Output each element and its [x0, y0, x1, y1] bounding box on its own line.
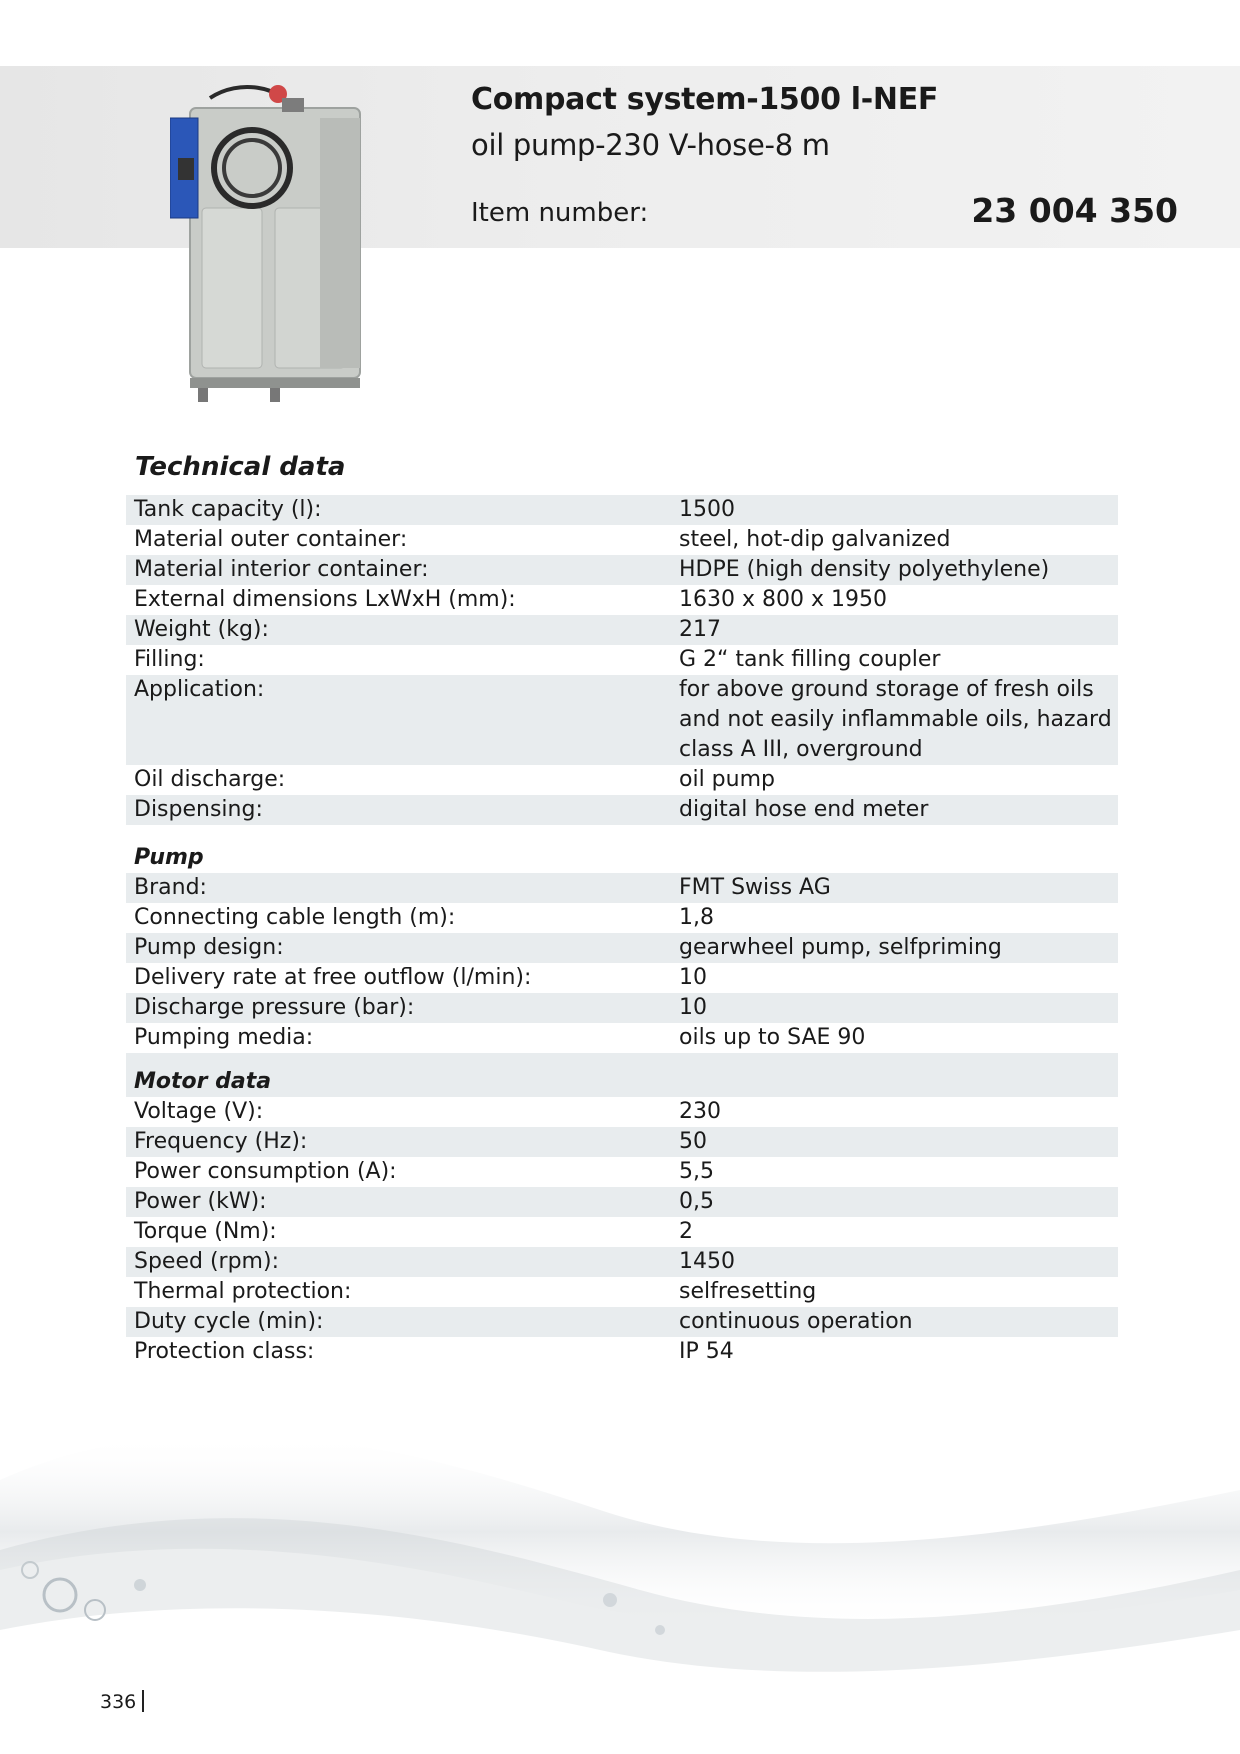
spec-value: [679, 993, 1118, 1023]
spec-value-line: oil pump: [679, 767, 775, 792]
spec-value: [679, 1187, 1118, 1217]
spec-value: [679, 765, 1118, 795]
spec-value-line: FMT Swiss AG: [679, 875, 831, 900]
spec-value-line: class A III, overground: [679, 737, 923, 762]
spec-label: Power (kW):: [134, 1189, 267, 1214]
spec-label: External dimensions LxWxH (mm):: [134, 587, 516, 612]
spec-value: [679, 525, 1118, 555]
product-subtitle: oil pump-230 V-hose-8 m: [471, 128, 830, 162]
spec-label: Material outer container:: [134, 527, 408, 552]
table-row: [126, 963, 1118, 993]
spec-value-line: 2: [679, 1219, 693, 1244]
spec-label: Application:: [134, 677, 265, 702]
table-row: [126, 495, 1118, 525]
spec-value: [679, 615, 1118, 645]
spec-value: [679, 1337, 1118, 1367]
water-splash-decoration: [0, 1330, 1240, 1754]
spec-label: Torque (Nm):: [134, 1219, 277, 1244]
table-row: [126, 1097, 1118, 1127]
spec-label: Duty cycle (min):: [134, 1309, 324, 1334]
item-number-value: 23 004 350: [971, 191, 1178, 230]
table-row: [126, 1277, 1118, 1307]
spec-value-line: 5,5: [679, 1159, 714, 1184]
table-row: [126, 645, 1118, 675]
table-row: [126, 1337, 1118, 1367]
spec-value-line: 230: [679, 1099, 721, 1124]
table-row: [126, 675, 1118, 765]
spec-value-line: 10: [679, 995, 707, 1020]
spec-label: Brand:: [134, 875, 207, 900]
footer-divider: [142, 1690, 144, 1712]
spec-value: [679, 873, 1118, 903]
spec-value-line: and not easily inflammable oils, hazard: [679, 707, 1112, 732]
spec-value-line: steel, hot-dip galvanized: [679, 527, 951, 552]
spec-value: [679, 1277, 1118, 1307]
spec-value-line: 1500: [679, 497, 735, 522]
spec-value-line: 1450: [679, 1249, 735, 1274]
spec-value: [679, 1217, 1118, 1247]
spec-value-line: 0,5: [679, 1189, 714, 1214]
spec-value: [679, 933, 1118, 963]
table-row: [126, 993, 1118, 1023]
spec-label: Material interior container:: [134, 557, 429, 582]
table-row: [126, 873, 1118, 903]
table-row: [126, 1157, 1118, 1187]
table-row: [126, 585, 1118, 615]
spec-label: Oil discharge:: [134, 767, 286, 792]
spec-value-line: digital hose end meter: [679, 797, 929, 822]
spec-value-line: continuous operation: [679, 1309, 913, 1334]
table-row: [126, 1217, 1118, 1247]
table-row: [126, 795, 1118, 825]
spec-value: [679, 585, 1118, 615]
spec-label: Tank capacity (l):: [134, 497, 322, 522]
motor-section-heading: [126, 1053, 1118, 1097]
page-footer: [100, 1690, 144, 1713]
spec-value: [679, 1247, 1118, 1277]
pump-section-heading: [126, 825, 1118, 873]
spec-label: Power consumption (A):: [134, 1159, 397, 1184]
spec-label: Thermal protection:: [134, 1279, 352, 1304]
table-row: [126, 765, 1118, 795]
spec-value: [679, 555, 1118, 585]
spec-value-line: 10: [679, 965, 707, 990]
spec-value: [679, 1307, 1118, 1337]
spec-value: [679, 645, 1118, 675]
spec-value: [679, 1097, 1118, 1127]
spec-value-line: G 2“ tank filling coupler: [679, 647, 941, 672]
spec-label: Dispensing:: [134, 797, 263, 822]
spec-value-line: IP 54: [679, 1339, 734, 1364]
spec-label: Protection class:: [134, 1339, 315, 1364]
table-row: [126, 525, 1118, 555]
spec-value-line: for above ground storage of fresh oils: [679, 677, 1094, 702]
spec-value: [679, 495, 1118, 525]
spec-label: Delivery rate at free outflow (l/min):: [134, 965, 532, 990]
spec-label: Pumping media:: [134, 1025, 314, 1050]
table-row: [126, 903, 1118, 933]
item-number-label: Item number:: [471, 198, 649, 228]
spec-value-line: 50: [679, 1129, 707, 1154]
spec-value-line: 1630 x 800 x 1950: [679, 587, 887, 612]
table-row: [126, 615, 1118, 645]
table-row: [126, 1247, 1118, 1277]
spec-value-line: oils up to SAE 90: [679, 1025, 866, 1050]
spec-label: Filling:: [134, 647, 205, 672]
spec-value: [679, 903, 1118, 933]
spec-label: Discharge pressure (bar):: [134, 995, 415, 1020]
spec-value: [679, 1127, 1118, 1157]
table-row: [126, 1187, 1118, 1217]
spec-value-line: selfresetting: [679, 1279, 817, 1304]
motor-section-heading-label: Motor data: [134, 1069, 272, 1094]
spec-value-line: HDPE (high density polyethylene): [679, 557, 1050, 582]
table-row: [126, 1023, 1118, 1053]
spec-label: Pump design:: [134, 935, 284, 960]
product-image-tank: [170, 78, 380, 408]
page-number: 336: [100, 1691, 137, 1713]
spec-label: Connecting cable length (m):: [134, 905, 456, 930]
spec-value-line: 217: [679, 617, 721, 642]
table-row: [126, 933, 1118, 963]
table-row: [126, 1307, 1118, 1337]
spec-label: Voltage (V):: [134, 1099, 264, 1124]
spec-value: [679, 675, 1118, 765]
spec-value: [679, 963, 1118, 993]
spec-value-line: 1,8: [679, 905, 714, 930]
spec-value-line: gearwheel pump, selfpriming: [679, 935, 1002, 960]
technical-data-heading: Technical data: [135, 452, 346, 482]
spec-value: [679, 1023, 1118, 1053]
spec-label: Frequency (Hz):: [134, 1129, 308, 1154]
table-row: [126, 1127, 1118, 1157]
product-title: Compact system-1500 l-NEF: [471, 82, 939, 117]
spec-label: Speed (rpm):: [134, 1249, 279, 1274]
spec-value: [679, 795, 1118, 825]
spec-label: Weight (kg):: [134, 617, 269, 642]
spec-value: [679, 1157, 1118, 1187]
pump-section-heading-label: Pump: [134, 845, 204, 870]
spec-table: [126, 495, 1118, 1367]
table-row: [126, 555, 1118, 585]
